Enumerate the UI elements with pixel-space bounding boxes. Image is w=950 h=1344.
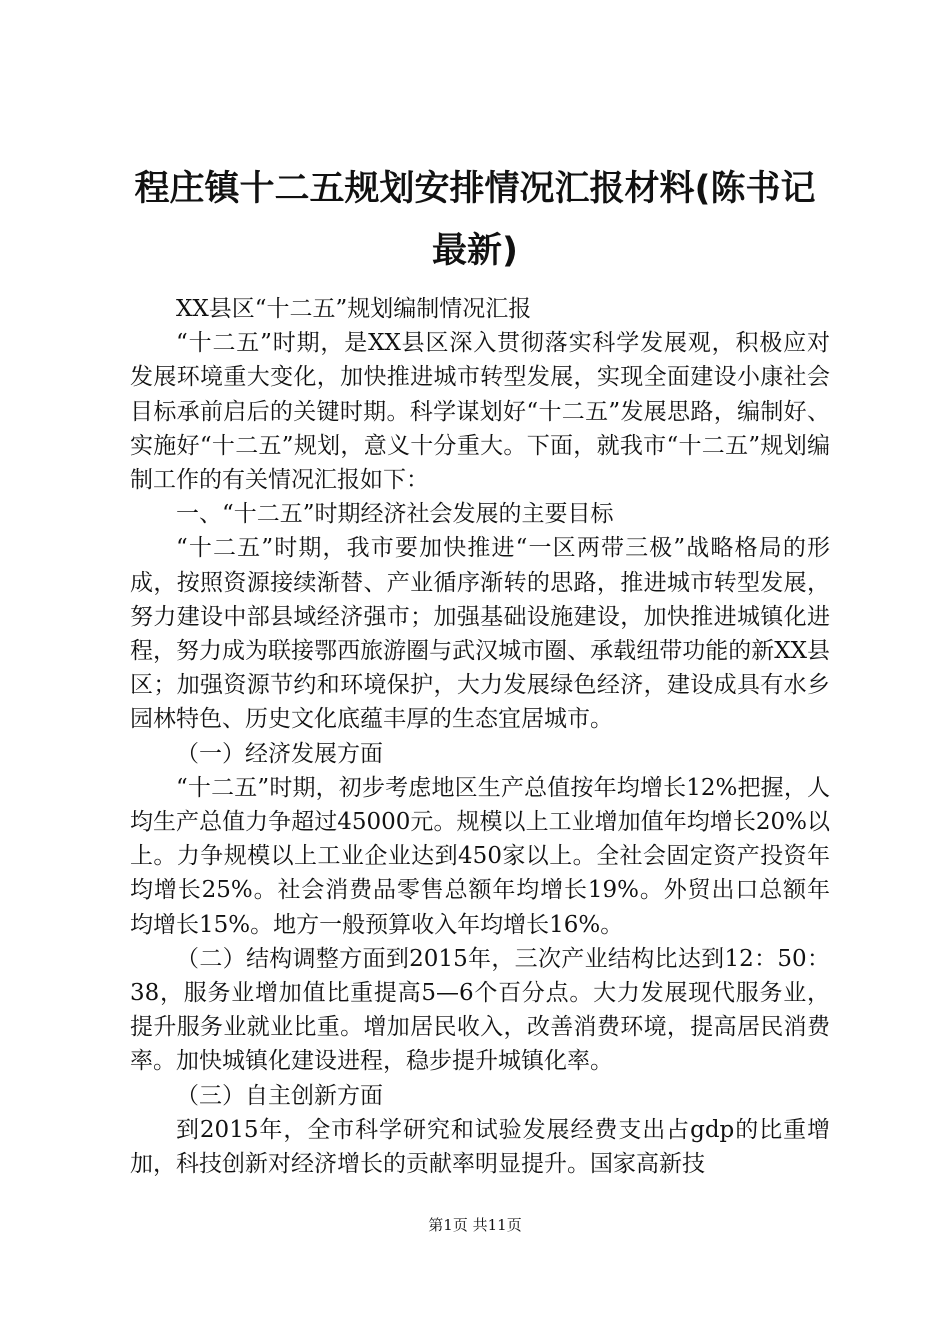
paragraph-innovation: 到2015年，全市科学研究和试验发展经费支出占gdp的比重增加，科技创新对经济增长的贡献率明显提升。国家高新技 [130,1116,830,1178]
paragraph-goals: “十二五”时期，我市要加快推进“一区两带三极”战略格局的形成，按照资源接续渐替、产业循序渐转的思路，推进城市转型发展，努力建设中部县域经济强市；加强基础设施建设，加快推进城镇化进程，努力成为联接鄂西旅游圈与武汉城市圈、承载纽带功能的新XX县区；加强资源节约和环境保护，大力发展绿色经济，建设成具有水乡园林特色、历史文化底蕴丰厚的生态宜居城市。 [130,535,830,733]
document-title: 程庄镇十二五规划安排情况汇报材料(陈书记最新) [134,169,816,271]
subsection-heading-innovation: （三）自主创新方面 [176,1082,383,1109]
paragraph-intro: “十二五”时期，是XX县区深入贯彻落实科学发展观，积极应对发展环境重大变化，加快推进城市转型发展，实现全面建设小康社会目标承前启后的关键时期。科学谋划好“十二五”发展思路，编制好、实施好“十二五”规划，意义十分重大。下面，就我市“十二五”规划编制工作的有关情况汇报如下： [130,330,830,494]
paragraph-economy: “十二五”时期，初步考虑地区生产总值按年均增长12%把握，人均生产总值力争超过45000元。规模以上工业增加值年均增长20%以上。力争规模以上工业企业达到450家以上。全社会固定资产投资年均增长25%。社会消费品零售总额年均增长19%。外贸出口总额年均增长15%。地方一般预算收入年均增长16%。 [130,774,830,938]
page-footer: 第1页 共11页 [428,1216,522,1234]
section-heading-main-goals: 一、“十二五”时期经济社会发展的主要目标 [176,501,614,528]
subsection-heading-economy: （一）经济发展方面 [176,740,383,767]
document-body [130,292,830,1181]
paragraph-report-heading: XX县区“十二五”规划编制情况汇报 [176,296,532,322]
paragraph-structure: （二）结构调整方面到2015年，三次产业结构比达到12：50：38，服务业增加值比重提高5—6个百分点。大力发展现代服务业，提升服务业就业比重。增加居民收入，改善消费环境，提高居民消费率。加快城镇化建设进程，稳步提升城镇化率。 [130,945,830,1075]
